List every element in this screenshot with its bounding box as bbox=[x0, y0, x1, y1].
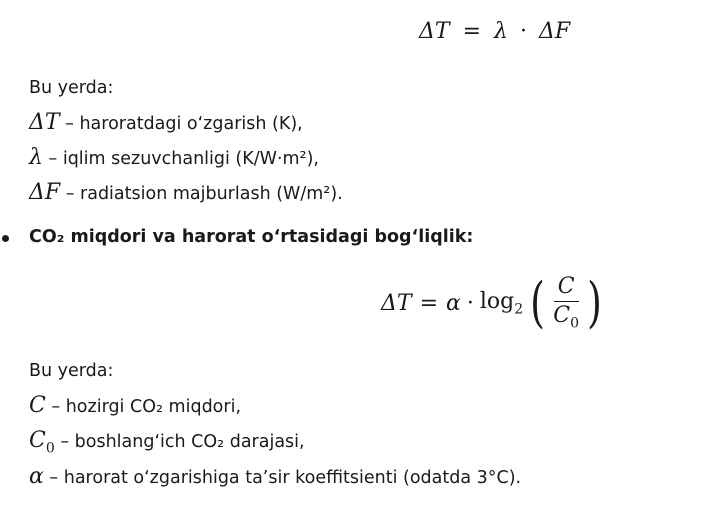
formula1-forcing: ΔF bbox=[538, 19, 571, 44]
defs2-text: – hozirgi CO₂ miqdori, bbox=[45, 397, 242, 417]
defs2-intro: Bu yerda: bbox=[29, 361, 114, 381]
defs1-symbol: ΔF bbox=[29, 180, 61, 205]
defs2-text: – boshlang‘ich CO₂ darajasi, bbox=[54, 432, 305, 452]
formula1-lambda: λ bbox=[494, 19, 508, 44]
formula2-right-paren: ) bbox=[587, 271, 602, 334]
bullet-dot bbox=[2, 235, 9, 242]
defs1-item bbox=[29, 110, 303, 135]
formula1-dot: · bbox=[519, 19, 527, 44]
defs2-item bbox=[29, 428, 305, 456]
formula2-log: $\log_2$ bbox=[479, 288, 524, 318]
defs2-symbol: C bbox=[29, 393, 46, 418]
defs1-text: – radiatsion majburlash (W/m²). bbox=[60, 184, 343, 204]
bullet-heading: CO₂ miqdori va harorat o‘rtasidagi bog‘liqlik: bbox=[29, 227, 474, 247]
formula1-equals: = bbox=[462, 19, 481, 44]
defs1-item bbox=[29, 180, 343, 205]
defs1-item bbox=[29, 145, 319, 170]
defs2-symbol: $C_0$ bbox=[29, 428, 55, 457]
defs1-symbol: ΔT bbox=[29, 110, 60, 135]
defs2-item bbox=[29, 464, 521, 489]
defs1-symbol: λ bbox=[29, 145, 43, 170]
formula2-equals: = bbox=[419, 290, 438, 316]
defs2-symbol: α bbox=[29, 464, 44, 489]
formula2-denominator: $C_0$ bbox=[553, 302, 579, 332]
defs2-item bbox=[29, 393, 241, 418]
formula2-numerator: C bbox=[554, 275, 579, 302]
formula2-alpha: α bbox=[446, 290, 461, 316]
formula-temperature-change bbox=[419, 19, 570, 44]
formula2-left-paren: ( bbox=[530, 271, 546, 334]
formula2-fraction bbox=[549, 275, 583, 332]
defs1-intro: Bu yerda: bbox=[29, 78, 114, 98]
defs2-text: – harorat o‘zgarishiga ta’sir koeffitsienti (odatda 3°C). bbox=[43, 468, 522, 488]
formula-co2-log bbox=[381, 271, 605, 335]
defs1-text: – iqlim sezuvchanligi (K/W·m²), bbox=[42, 149, 319, 169]
formula1-lhs: ΔT bbox=[419, 19, 450, 44]
formula2-dot: · bbox=[466, 290, 474, 316]
formula2-lhs: ΔT bbox=[381, 290, 412, 316]
defs1-text: – haroratdagi o‘zgarish (K), bbox=[59, 114, 303, 134]
formula2-log-base: 2 bbox=[514, 301, 524, 318]
